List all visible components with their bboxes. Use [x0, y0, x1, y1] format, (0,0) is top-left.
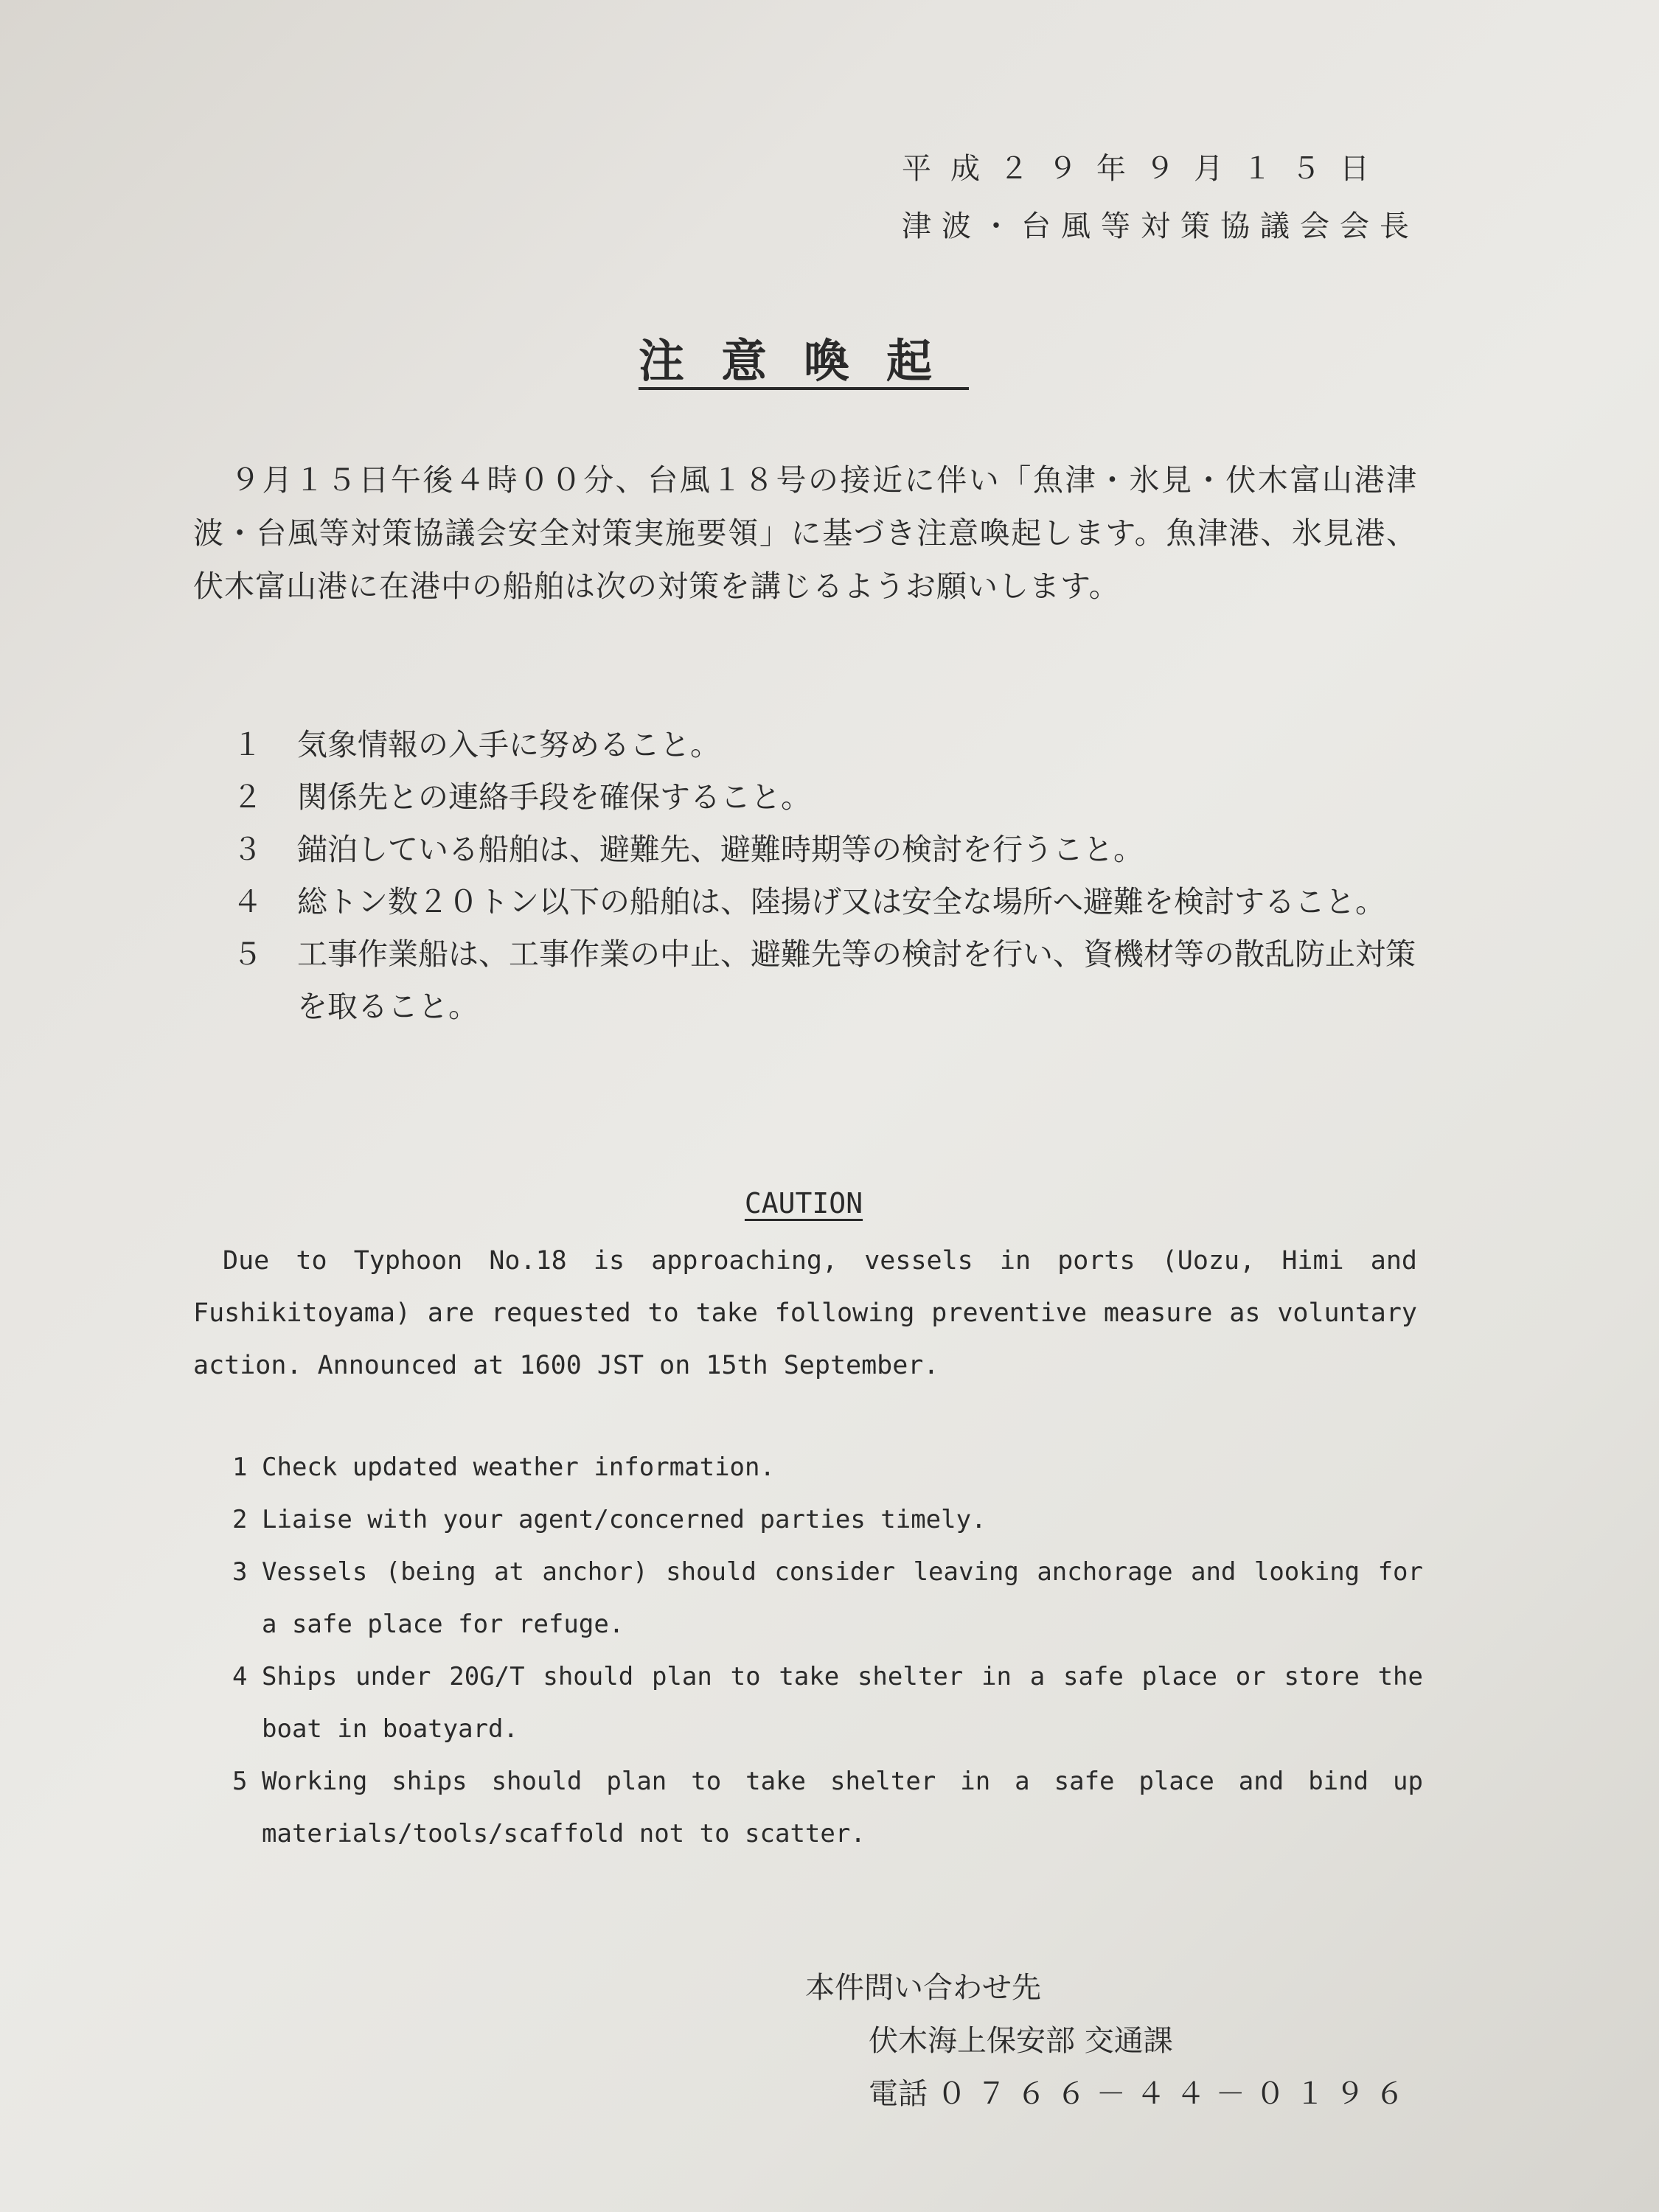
phone-label: 電話	[869, 2077, 928, 2111]
item-text: 気象情報の入手に努めること。	[297, 727, 720, 762]
english-measures-list	[232, 1441, 1423, 1860]
item-number: ４	[232, 884, 262, 919]
item-text: 錨泊している船舶は、避難先、避難時期等の検討を行うこと。	[297, 832, 1144, 867]
item-number: ２	[232, 779, 262, 815]
issue-date: 平成２９年９月１５日	[902, 152, 1388, 186]
list-item	[232, 1651, 1423, 1756]
item-text: 工事作業船は、工事作業の中止、避難先等の検討を行い、資機材等の散乱防止対策を取ること。	[297, 936, 1416, 1024]
list-item	[232, 928, 1427, 1033]
list-item	[232, 719, 1427, 771]
list-item	[232, 771, 1427, 824]
item-text: Working ships should plan to take shelter in a safe place and bind up materials/tools/scaffold not to scatter.	[262, 1767, 1423, 1848]
item-number: １	[232, 727, 262, 762]
item-text: Vessels (being at anchor) should consider leaving anchorage and looking for a safe place for refuge.	[262, 1557, 1423, 1639]
contact-phone	[805, 2067, 1415, 2121]
item-number: ３	[232, 832, 262, 867]
item-text: 関係先との連絡手段を確保すること。	[297, 779, 811, 815]
contact-office: 伏木海上保安部 交通課	[869, 2024, 1173, 2058]
item-number: 2	[232, 1505, 248, 1534]
page-title: 注意喚起	[638, 334, 969, 388]
item-number: 3	[232, 1557, 248, 1587]
list-item	[232, 1494, 1423, 1546]
item-text: Ships under 20G/T should plan to take shelter in a safe place or store the boat in boatyard.	[262, 1662, 1423, 1744]
item-number: 1	[232, 1453, 248, 1482]
japanese-intro-paragraph: ９月１５日午後４時００分、台風１８号の接近に伴い「魚津・氷見・伏木富山港津波・台風等対策協議会安全対策実施要領」に基づき注意喚起します。魚津港、氷見港、伏木富山港に在港中の船舶は次の対策を講じるようお願いします。	[193, 462, 1417, 604]
contact-label: 本件問い合わせ先	[805, 1971, 1041, 2005]
list-item	[232, 1756, 1423, 1860]
japanese-measures-list	[232, 719, 1427, 1033]
caution-heading: CAUTION	[744, 1187, 863, 1220]
list-item	[232, 1546, 1423, 1651]
list-item	[232, 1441, 1423, 1494]
item-text: 総トン数２０トン以下の船舶は、陸揚げ又は安全な場所へ避難を検討すること。	[297, 884, 1385, 919]
item-text: Liaise with your agent/concerned parties timely.	[262, 1505, 987, 1534]
english-intro-paragraph: Due to Typhoon No.18 is approaching, vessels in ports (Uozu, Himi and Fushikitoyama) are requested to take following preventive measure as voluntary action. Announced at 1600 JST on 15th September.	[193, 1246, 1417, 1380]
list-item	[232, 876, 1427, 928]
issuer: 津波・台風等対策協議会会長	[902, 209, 1419, 243]
item-number: 4	[232, 1662, 248, 1691]
item-text: Check updated weather information.	[262, 1453, 775, 1482]
phone-number: ０７６６－４４－０１９６	[936, 2077, 1415, 2111]
document-header	[902, 140, 1419, 255]
list-item	[232, 824, 1427, 876]
item-number: ５	[232, 936, 262, 972]
item-number: 5	[232, 1767, 248, 1796]
contact-block	[805, 1961, 1415, 2121]
